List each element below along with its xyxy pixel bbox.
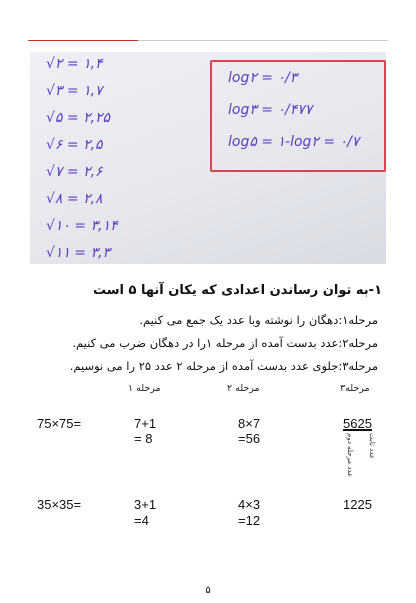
note-fixed-number: عدد ثابت (368, 433, 376, 460)
example-final-result: 1225 (343, 497, 372, 512)
log-line: log۳ = ۰/۴۷۷ (228, 102, 313, 118)
example-step1-result: = 8 (134, 431, 153, 446)
example-step2-result: =56 (238, 431, 261, 446)
log-line: log۲ = ۰/۳ (228, 70, 298, 86)
sqrt-line: √۳ = ۱,۷ (46, 83, 103, 99)
log-box (210, 60, 386, 172)
sqrt-line: √۶ = ۲,۵ (46, 137, 103, 153)
example-step1-result: =4 (134, 513, 149, 528)
section-heading: ۱-به توان رساندن اعدادی که یکان آنها ۵ است (92, 283, 382, 298)
example-expression: 75×75= (37, 416, 82, 431)
sqrt-line: √۲ = ۱,۴ (46, 56, 103, 72)
handwritten-photo (30, 52, 386, 264)
example-step2-product: 4×3 (238, 497, 261, 512)
page-number: ۵ (205, 585, 211, 596)
example-step1-sum: 3+1 (134, 497, 157, 512)
header-rule (28, 40, 388, 41)
result-from-step2: 56 (343, 416, 358, 431)
sqrt-line: √۱۱ = ۳,۳ (46, 245, 111, 261)
note-step2-number: عدد مرحله دوم (346, 433, 354, 478)
column-header-step1: مرحله ۱ (128, 383, 161, 394)
step-1: مرحله۱:دهگان را نوشته وبا عدد یک جمع می کنیم. (139, 313, 378, 327)
column-header-step2: مرحله ۲ (227, 383, 260, 394)
column-header-step3: مرحله۳ (340, 383, 370, 394)
example-step2-product: 8×7 (238, 416, 261, 431)
example-step2-result: =12 (238, 513, 261, 528)
example-final-result (343, 416, 372, 431)
step-2: مرحله۲:عدد بدست آمده از مرحله ۱را در دهگان ضرب می کنیم. (72, 336, 378, 350)
sqrt-line: √۵ = ۲,۲۵ (46, 110, 111, 126)
result-fixed-25: 25 (357, 416, 372, 431)
sqrt-line: √۸ = ۲,۸ (46, 191, 103, 207)
log-line: log۵ = ۱-log۲ = ۰/۷ (228, 134, 360, 150)
step-3: مرحله۳:جلوی عدد بدست آمده از مرحله ۲ عدد ۲۵ را می نوسیم. (69, 359, 378, 373)
example-step1-sum: 7+1 (134, 416, 157, 431)
sqrt-line: √۱۰ = ۳,۱۴ (46, 218, 118, 234)
example-expression: 35×35= (37, 497, 82, 512)
sqrt-line: √۷ = ۲,۶ (46, 164, 103, 180)
